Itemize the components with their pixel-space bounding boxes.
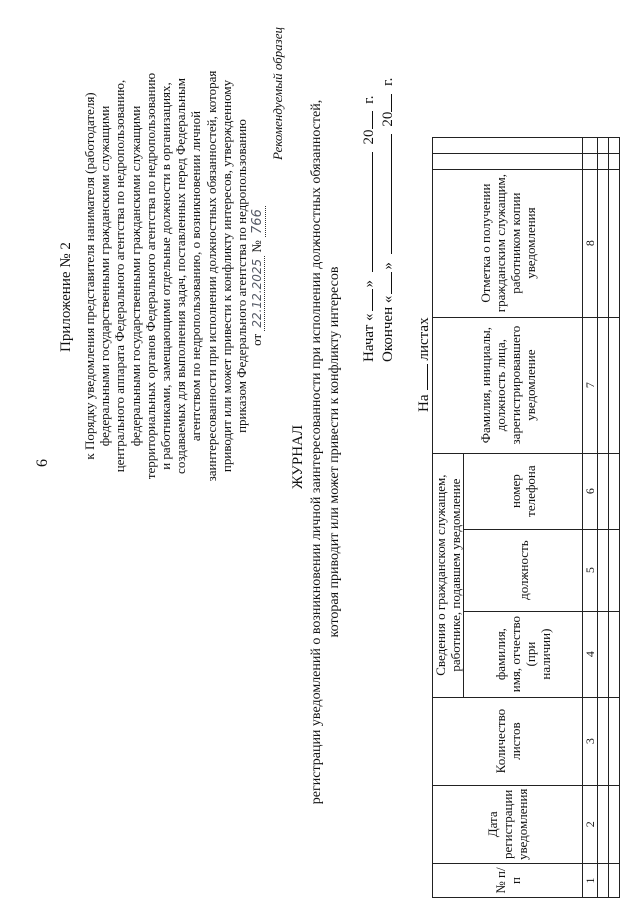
table-cell <box>598 697 609 785</box>
column-number-row <box>583 137 598 897</box>
table-cell <box>609 864 620 898</box>
sheets-blank <box>427 365 428 391</box>
year-blank <box>372 111 373 129</box>
table-cell <box>609 317 620 453</box>
year-blank <box>391 94 392 112</box>
table-cell <box>598 864 609 898</box>
appendix-text <box>82 1 265 551</box>
appendix-line: создаваемых для выполнения задач, поставленных перед Федеральным <box>173 78 189 474</box>
date-started-row <box>360 78 379 362</box>
sheets-prefix: На <box>416 394 432 412</box>
order-date-prefix: от <box>249 333 265 346</box>
journal-subtitle-line: регистрации уведомлений о возникновении личной заинтересованности при исполнении должностных обязанностей, <box>309 99 324 805</box>
appendix-line: федеральными государственными гражданскими служащими <box>97 105 113 447</box>
date-ended-label: Окончен <box>380 306 396 362</box>
order-date-handwritten: 22.12.2025 <box>250 256 265 331</box>
table-header-row <box>433 137 464 897</box>
month-blank <box>391 134 392 254</box>
order-reference <box>249 1 265 551</box>
appendix-line: и работниками, замещающими отдельные должности в организациях, <box>158 82 174 470</box>
sheet-count-line <box>416 317 433 412</box>
column-number: 7 <box>583 317 598 453</box>
table-cell <box>598 317 609 453</box>
appendix-line: приводит или может привести к конфликту интересов, утвержденному <box>218 79 234 473</box>
column-number: 4 <box>583 611 598 697</box>
journal-table <box>432 137 620 898</box>
appendix-line: к Порядку уведомления представителя нанимателя (работодателя) <box>82 92 97 460</box>
year-suffix: г. <box>361 95 377 104</box>
day-blank <box>372 289 373 311</box>
appendix-line: агентством по недропользованию, о возникновении личной <box>188 110 204 442</box>
header-position: должность <box>464 529 583 611</box>
sheets-suffix: листах <box>416 317 432 361</box>
extra-column <box>433 137 583 153</box>
appendix-line: заинтересованности при исполнении должностных обязанностей, которая <box>203 70 219 482</box>
table-cell <box>598 169 609 317</box>
table-cell <box>609 137 620 153</box>
table-cell <box>598 153 609 169</box>
appendix-line: центрального аппарата Федерального агентства по недропользованию, <box>112 79 128 473</box>
header-registrar: Фамилия, инициалы, должность лица, зарегистрировавшего уведомление <box>433 317 583 453</box>
table-cell <box>609 785 620 863</box>
appendix-line: приказом Федерального агентства по недропользованию <box>234 119 250 433</box>
extra-cell <box>583 137 598 153</box>
year-suffix: г. <box>380 77 396 86</box>
journal-subtitle-line: которая приводит или может привести к конфликту интересов <box>327 266 342 638</box>
table-cell <box>609 153 620 169</box>
header-sheet-count: Количество листов <box>433 697 583 785</box>
table-row <box>598 137 609 897</box>
header-registration-date: Дата регистрации уведомления <box>433 785 583 863</box>
quote-close: » <box>380 262 396 270</box>
quote-close: » <box>361 279 377 288</box>
table-cell <box>609 453 620 529</box>
date-ended-row <box>379 78 398 362</box>
order-number-handwritten: 766 <box>250 206 266 237</box>
order-number-prefix: № <box>249 240 265 253</box>
header-num: № п/п <box>433 864 583 898</box>
quote-open: « <box>361 313 377 321</box>
appendix-line: федеральными государственными гражданскими служащими <box>127 105 143 447</box>
column-number: 3 <box>583 697 598 785</box>
table-cell <box>609 697 620 785</box>
quote-open: « <box>380 295 396 304</box>
table-cell <box>609 611 620 697</box>
year-prefix: 20 <box>361 129 377 145</box>
table-cell <box>609 529 620 611</box>
table-cell <box>598 453 609 529</box>
header-receipt-mark: Отметка о получении гражданским служащим, работником копии уведомления <box>433 169 583 317</box>
appendix-title: Приложение № 2 <box>58 242 74 352</box>
column-number: 1 <box>583 864 598 898</box>
table-cell <box>598 785 609 863</box>
extra-cell <box>583 153 598 169</box>
journal-subtitle <box>308 67 344 837</box>
extra-column <box>433 153 583 169</box>
table-cell <box>609 169 620 317</box>
date-started-label: Начат <box>361 324 377 362</box>
table-cell <box>598 611 609 697</box>
table-cell <box>598 137 609 153</box>
journal-title: ЖУРНАЛ <box>290 424 306 489</box>
page-number: 6 <box>34 459 51 467</box>
column-number: 5 <box>583 529 598 611</box>
day-blank <box>391 272 392 294</box>
appendix-line: территориальных органов Федерального агентства по недропользованию <box>142 72 158 480</box>
month-blank <box>372 152 373 272</box>
recommended-sample-label: Рекомендуемый образец <box>270 26 285 160</box>
table-cell <box>598 529 609 611</box>
header-employee-info: Сведения о гражданском служащем, работнике, подавшем уведомление <box>433 453 464 697</box>
column-number: 2 <box>583 785 598 863</box>
column-number: 8 <box>583 169 598 317</box>
column-number: 6 <box>583 453 598 529</box>
header-phone: номер телефона <box>464 453 583 529</box>
table-row <box>609 137 620 897</box>
year-prefix: 20 <box>380 111 396 127</box>
header-full-name: фамилия, имя, отчество (при наличии) <box>464 611 583 697</box>
journal-dates <box>360 78 398 362</box>
